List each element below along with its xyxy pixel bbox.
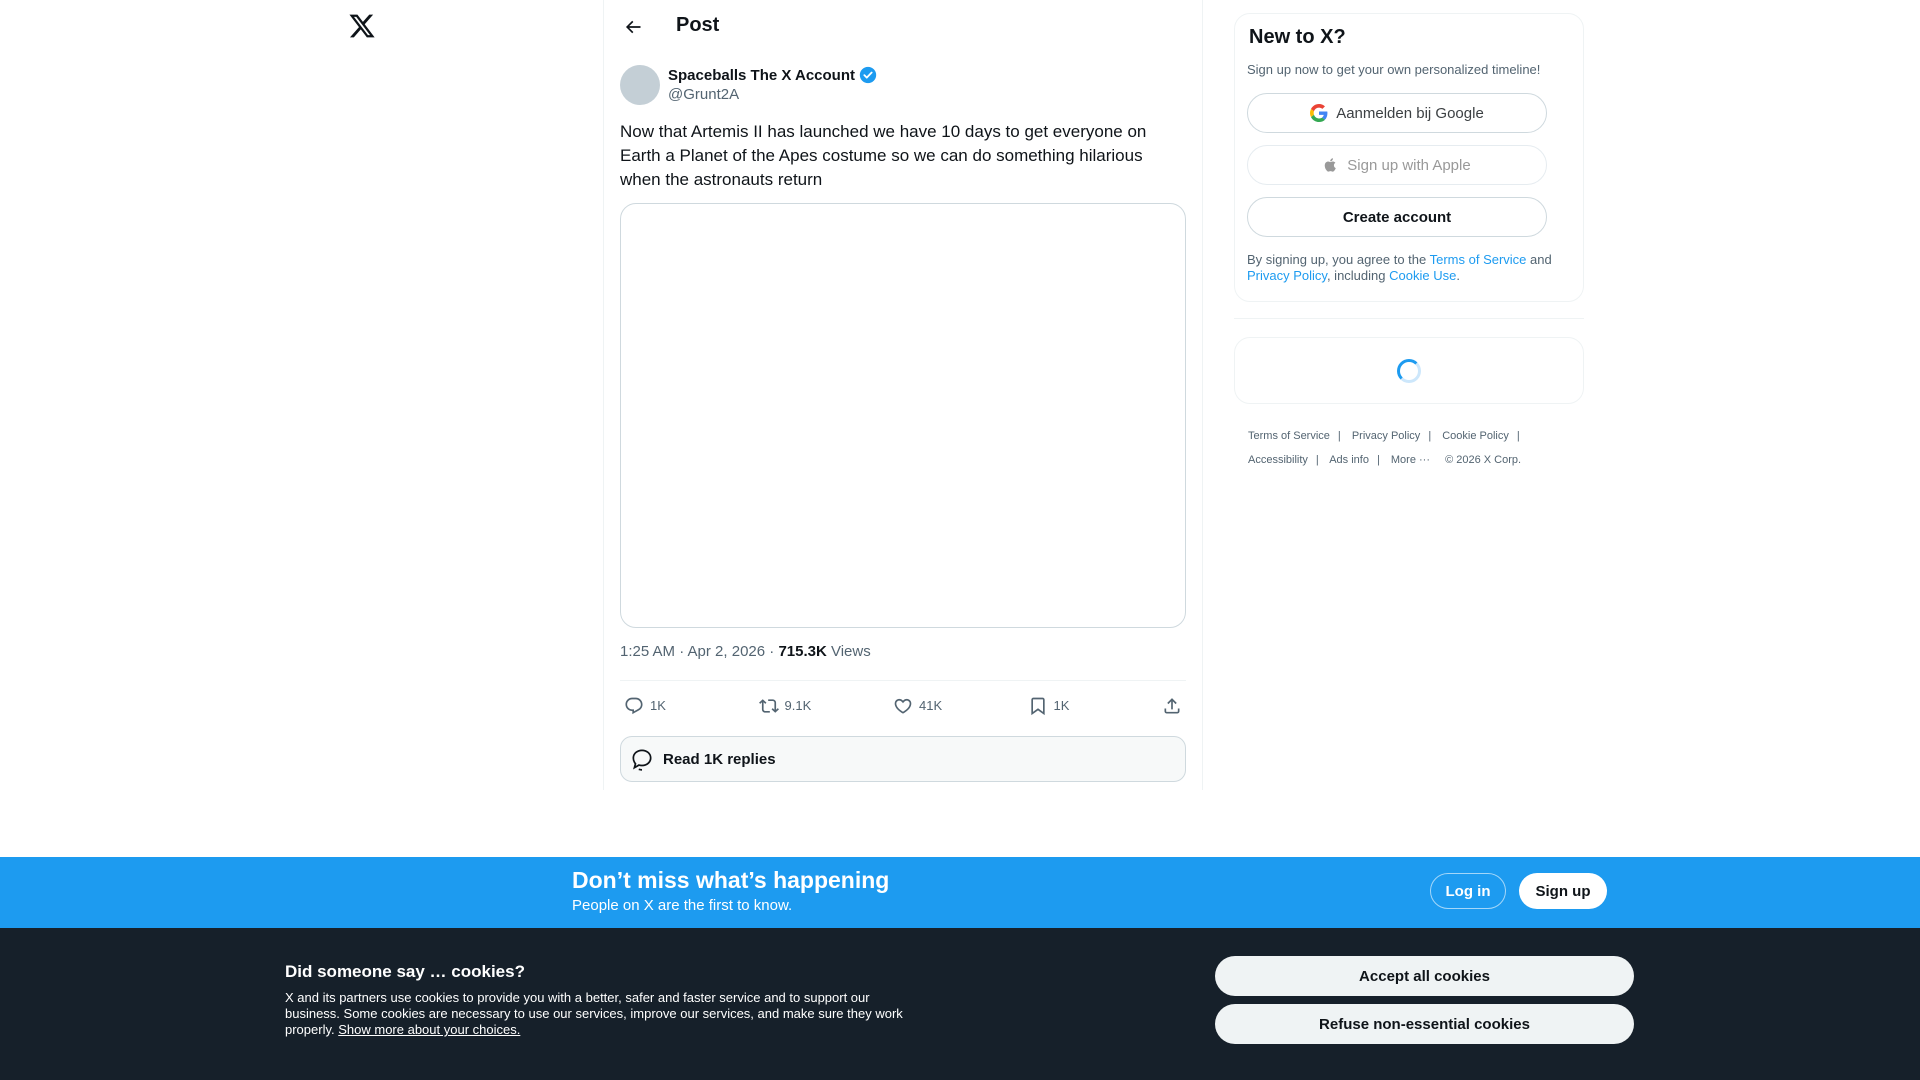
signup-card [1234, 13, 1584, 302]
repost-button[interactable] [759, 696, 889, 716]
cookie-text [285, 990, 925, 1038]
back-button[interactable] [616, 10, 650, 44]
verified-badge-icon [859, 66, 877, 84]
loading-card [1234, 337, 1584, 404]
divider [1234, 318, 1584, 319]
signup-terms [1247, 252, 1577, 284]
footer-link-more[interactable]: More ··· [1390, 454, 1430, 466]
tweet-meta [620, 643, 871, 660]
read-replies-label: Read 1K replies [663, 750, 776, 768]
chat-bubbles-icon [629, 746, 655, 772]
signup-button[interactable]: Sign up [1519, 873, 1607, 909]
separator: | [1428, 430, 1432, 442]
footer-links [1248, 424, 1568, 472]
google-signin-label: Aanmelden bij Google [1336, 104, 1484, 122]
cookie-use-link[interactable]: Cookie Use [1389, 268, 1457, 283]
privacy-policy-link[interactable]: Privacy Policy [1247, 268, 1327, 283]
banner-title: Don’t miss what’s happening [572, 867, 890, 893]
repost-icon [759, 696, 779, 716]
login-banner [0, 857, 1920, 928]
bookmark-count: 1K [1053, 698, 1070, 713]
create-account-button[interactable] [1247, 197, 1547, 237]
tweet-author [620, 64, 1180, 108]
views-label: Views [826, 643, 871, 660]
arrow-left-icon [623, 17, 643, 37]
separator: | [1315, 454, 1319, 466]
footer-link-terms[interactable]: Terms of Service [1248, 430, 1330, 442]
bookmark-icon [1028, 696, 1048, 716]
author-name-row[interactable] [668, 66, 877, 84]
refuse-cookies-button[interactable]: Refuse non-essential cookies [1215, 1004, 1634, 1044]
page-title: Post [676, 14, 720, 36]
repost-count: 9.1K [784, 698, 812, 713]
footer-link-accessibility[interactable]: Accessibility [1248, 454, 1308, 466]
apple-signup-label: Sign up with Apple [1347, 156, 1471, 174]
copyright: © 2026 X Corp. [1445, 454, 1522, 466]
author-handle[interactable]: @Grunt2A [668, 86, 740, 103]
create-account-label: Create account [1342, 208, 1452, 226]
footer-link-privacy[interactable]: Privacy Policy [1351, 430, 1421, 442]
cookie-description: X and its partners use cookies to provide you with a better, safer and faster service and to support our business. Some cookies are necessary to use our services, improve our services, and make sure they work properly. [285, 990, 903, 1037]
bookmark-button[interactable] [1028, 696, 1158, 716]
reply-count: 1K [650, 698, 666, 713]
author-name[interactable]: Spaceballs The X Account [668, 66, 855, 84]
terms-of-service-link[interactable]: Terms of Service [1429, 252, 1527, 267]
terms-text: and [1526, 252, 1552, 267]
read-replies-button[interactable] [620, 736, 1186, 782]
share-icon [1162, 696, 1182, 716]
cookie-choices-link[interactable]: Show more about your choices. [338, 1022, 521, 1037]
reply-icon [624, 696, 644, 716]
signup-title: New to X? [1249, 26, 1346, 48]
cookie-consent [0, 928, 1920, 1080]
cookie-title: Did someone say … cookies? [285, 962, 525, 981]
terms-text: , including [1326, 268, 1390, 283]
footer-link-ads-info[interactable]: Ads info [1329, 454, 1369, 466]
like-button[interactable] [893, 696, 1023, 716]
apple-icon [1323, 157, 1339, 173]
views-count: 715.3K [778, 643, 827, 660]
login-button[interactable]: Log in [1430, 873, 1506, 909]
terms-text: . [1456, 268, 1460, 283]
loading-spinner-icon [1397, 359, 1421, 383]
accept-cookies-button[interactable]: Accept all cookies [1215, 956, 1634, 996]
primary-column [603, 0, 1203, 790]
reply-button[interactable] [624, 696, 754, 716]
post-header [604, 0, 1204, 53]
signup-subtitle: Sign up now to get your own personalized timeline! [1247, 62, 1541, 77]
google-icon [1310, 104, 1328, 122]
terms-text: By signing up, you agree to the [1247, 252, 1430, 267]
like-count: 41K [919, 698, 943, 713]
separator: | [1337, 430, 1341, 442]
heart-icon [893, 696, 913, 716]
footer-link-cookie[interactable]: Cookie Policy [1442, 430, 1509, 442]
x-logo-icon[interactable] [348, 12, 376, 40]
tweet-text: Now that Artemis II has launched we have 10 days to get everyone on Earth a Planet of the Apes costume so we can do something hilarious when the astronauts return [620, 122, 1147, 189]
banner-subtitle: People on X are the first to know. [572, 897, 793, 914]
tweet-media[interactable] [620, 203, 1186, 628]
google-signin-button[interactable] [1247, 93, 1547, 133]
separator: | [1516, 430, 1520, 442]
share-button[interactable] [1162, 696, 1182, 716]
tweet-actions [620, 680, 1186, 730]
separator: | [1376, 454, 1380, 466]
avatar[interactable] [620, 65, 660, 105]
apple-signup-button[interactable] [1247, 145, 1547, 185]
timestamp[interactable]: 1:25 AM · Apr 2, 2026 · [620, 643, 779, 660]
